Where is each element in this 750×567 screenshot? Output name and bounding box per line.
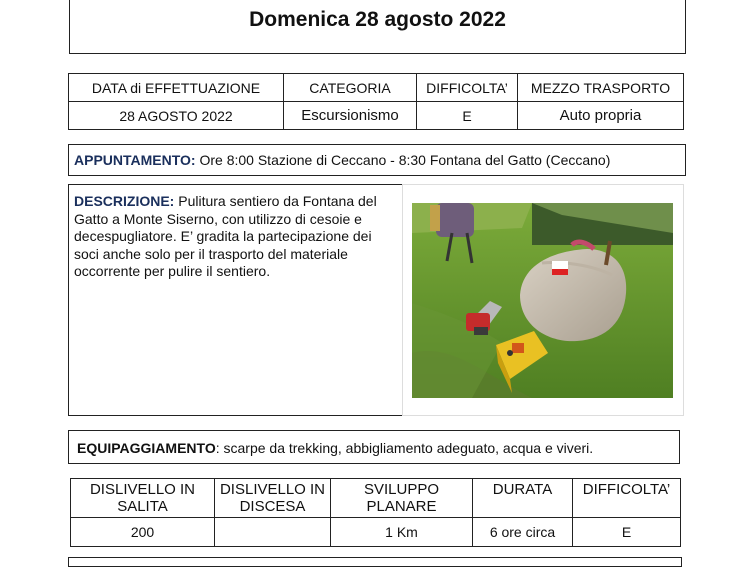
value-categoria: Escursionismo [284,102,417,130]
appuntamento-box [68,144,686,176]
value-durata: 6 ore circa [473,518,573,547]
value-data: 28 AGOSTO 2022 [69,102,284,130]
header-difficolta-tech: DIFFICOLTA’ [573,479,681,518]
value-dislivello-discesa [215,518,331,547]
info-value-row [69,102,684,130]
next-section-box [68,557,682,567]
appuntamento-text [74,152,610,168]
header-mezzo-trasporto: MEZZO TRASPORTO [518,74,684,102]
info-header-row [69,74,684,102]
title-box [69,0,686,54]
descrizione-box [68,184,403,416]
appuntamento-label: APPUNTAMENTO: [74,152,196,168]
header-durata: DURATA [473,479,573,518]
info-table [68,73,684,130]
descrizione-value: Pulitura sentiero da Fontana del Gatto a Monte Siserno, con utilizzo di cesoie e decespugliatore. E’ gradita la partecipazione dei soci anche solo per il trasporto del materiale occorrente per pulire il sentiero. [74,193,377,279]
descrizione-text [74,193,396,281]
equipaggiamento-text [77,440,593,456]
header-dislivello-discesa: DISLIVELLO IN DISCESA [215,479,331,518]
value-difficolta: E [417,102,518,130]
appuntamento-value: Ore 8:00 Stazione di Ceccano - 8:30 Fontana del Gatto (Ceccano) [195,152,611,168]
equipaggiamento-box [68,430,680,464]
equipaggiamento-value: : scarpe da trekking, abbigliamento adeguato, acqua e viveri. [215,440,594,456]
page-title: Domenica 28 agosto 2022 [249,8,506,31]
trail-photo [412,203,673,398]
header-sviluppo-planare: SVILUPPO PLANARE [331,479,473,518]
header-dislivello-salita: DISLIVELLO IN SALITA [71,479,215,518]
equipaggiamento-label: EQUIPAGGIAMENTO [77,440,216,456]
header-data: DATA di EFFETTUAZIONE [69,74,284,102]
tech-header-row [71,479,681,518]
descrizione-label: DESCRIZIONE: [74,193,175,209]
value-difficolta-tech: E [573,518,681,547]
value-sviluppo-planare: 1 Km [331,518,473,547]
value-dislivello-salita: 200 [71,518,215,547]
tech-table [70,478,681,547]
tech-value-row [71,518,681,547]
value-mezzo-trasporto: Auto propria [518,102,684,130]
trail-photo-illustration [412,203,673,398]
header-categoria: CATEGORIA [284,74,417,102]
header-difficolta: DIFFICOLTA’ [417,74,518,102]
